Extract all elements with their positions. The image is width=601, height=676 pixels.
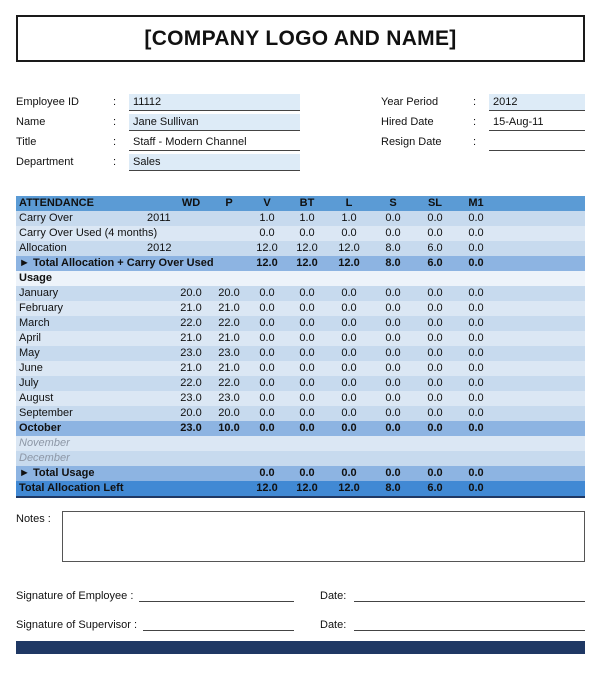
hired-date-value-field[interactable]: 15-Aug-11 xyxy=(489,114,585,131)
row-label: July xyxy=(19,377,39,389)
value-cell[interactable]: 0.0 xyxy=(341,362,357,374)
value-cell[interactable]: 6.0 xyxy=(427,242,443,254)
value-cell xyxy=(247,451,287,466)
spacer-cell xyxy=(497,391,585,406)
column-header-wd: WD xyxy=(181,197,201,209)
row-label: May xyxy=(19,347,40,359)
info-row-employee-id xyxy=(16,91,300,111)
row-label: January xyxy=(19,287,59,299)
title-value-field[interactable]: Staff - Modern Channel xyxy=(129,134,300,151)
value-cell[interactable]: 21.0 xyxy=(180,302,202,314)
value-cell xyxy=(287,436,327,451)
row-label: Carry Over Used (4 months) xyxy=(19,227,158,239)
info-label: Resign Date xyxy=(381,136,442,148)
table-row-total-allocation-carry-over-used xyxy=(16,256,585,271)
table-row-usage xyxy=(16,271,585,286)
value-cell xyxy=(171,211,211,226)
value-cell[interactable]: 0.0 xyxy=(385,302,401,314)
year-cell[interactable]: 2012 xyxy=(147,242,172,254)
table-row-july xyxy=(16,376,585,391)
notes-box[interactable] xyxy=(62,511,585,562)
info-label: Title xyxy=(16,136,37,148)
row-label: February xyxy=(19,302,64,314)
value-cell[interactable]: 12.0 xyxy=(296,242,318,254)
value-cell[interactable]: 1.0 xyxy=(341,212,357,224)
value-cell[interactable]: 0.0 xyxy=(259,287,275,299)
value-cell[interactable]: 0.0 xyxy=(299,467,315,479)
row-label: December xyxy=(19,452,70,464)
value-cell[interactable]: 21.0 xyxy=(218,362,240,374)
row-label: October xyxy=(19,422,62,434)
value-cell[interactable]: 0.0 xyxy=(468,332,484,344)
value-cell[interactable]: 10.0 xyxy=(218,422,240,434)
value-cell[interactable]: 12.0 xyxy=(256,482,278,494)
info-row-title xyxy=(16,131,300,151)
row-label: ► Total Usage xyxy=(19,467,95,479)
value-cell[interactable]: 0.0 xyxy=(341,407,357,419)
value-cell[interactable]: 22.0 xyxy=(218,377,240,389)
value-cell[interactable]: 23.0 xyxy=(180,347,202,359)
attendance-header-row xyxy=(16,196,585,211)
spacer-cell xyxy=(497,481,585,497)
table-row-carry-over xyxy=(16,211,585,226)
value-cell[interactable]: 0.0 xyxy=(468,302,484,314)
value-cell[interactable]: 0.0 xyxy=(299,392,315,404)
value-cell[interactable]: 0.0 xyxy=(427,362,443,374)
value-cell[interactable]: 12.0 xyxy=(338,257,360,269)
row-label: March xyxy=(19,317,50,329)
value-cell[interactable]: 0.0 xyxy=(468,482,484,494)
value-cell[interactable]: 0.0 xyxy=(427,227,443,239)
table-row-august xyxy=(16,391,585,406)
spacer-cell xyxy=(497,316,585,331)
row-label: Allocation xyxy=(19,242,67,254)
spacer-cell xyxy=(497,256,585,271)
value-cell[interactable]: 0.0 xyxy=(385,347,401,359)
value-cell[interactable]: 0.0 xyxy=(427,212,443,224)
name-value-field[interactable]: Jane Sullivan xyxy=(129,114,300,131)
info-label: Employee ID xyxy=(16,96,79,108)
signature-supervisor-row xyxy=(16,615,585,631)
value-cell xyxy=(327,436,371,451)
spacer-cell xyxy=(497,451,585,466)
row-label: Total Allocation Left xyxy=(19,482,124,494)
value-cell[interactable]: 0.0 xyxy=(259,362,275,374)
row-label: ► Total Allocation + Carry Over Used xyxy=(19,257,214,269)
value-cell[interactable]: 0.0 xyxy=(385,332,401,344)
value-cell[interactable]: 0.0 xyxy=(299,317,315,329)
row-label: June xyxy=(19,362,43,374)
info-row-resign-date xyxy=(381,131,585,151)
table-row-february xyxy=(16,301,585,316)
value-cell[interactable]: 0.0 xyxy=(427,347,443,359)
employee-date-label: Date: xyxy=(320,590,347,602)
supervisor-date-label: Date: xyxy=(320,619,347,631)
table-row-carry-over-used-4-months xyxy=(16,226,585,241)
spacer-cell xyxy=(497,241,585,256)
column-header-m1: M1 xyxy=(468,197,484,209)
value-cell[interactable]: 0.0 xyxy=(385,392,401,404)
value-cell[interactable]: 0.0 xyxy=(259,317,275,329)
value-cell[interactable]: 0.0 xyxy=(427,302,443,314)
value-cell[interactable]: 0.0 xyxy=(385,407,401,419)
column-header-attendance: ATTENDANCE xyxy=(19,197,94,209)
info-label: Year Period xyxy=(381,96,439,108)
info-col-left xyxy=(16,91,300,171)
value-cell xyxy=(371,451,415,466)
column-header-spacer xyxy=(497,196,585,211)
info-row-department xyxy=(16,151,300,171)
value-cell[interactable]: 12.0 xyxy=(296,482,318,494)
value-cell[interactable]: 0.0 xyxy=(385,422,401,434)
value-cell[interactable]: 0.0 xyxy=(341,287,357,299)
value-cell[interactable]: 8.0 xyxy=(385,482,401,494)
value-cell xyxy=(371,436,415,451)
signature-employee-group xyxy=(16,589,294,602)
value-cell xyxy=(455,436,497,451)
value-cell[interactable]: 12.0 xyxy=(338,482,360,494)
row-label: November xyxy=(19,437,70,449)
company-logo-header: [COMPANY LOGO AND NAME] xyxy=(16,15,585,62)
row-label: August xyxy=(19,392,54,404)
value-cell[interactable]: 0.0 xyxy=(468,377,484,389)
info-separator: : xyxy=(473,136,477,148)
value-cell[interactable]: 0.0 xyxy=(385,467,401,479)
table-row-march xyxy=(16,316,585,331)
value-cell xyxy=(171,481,211,497)
value-cell[interactable]: 0.0 xyxy=(341,377,357,389)
value-cell[interactable]: 1.0 xyxy=(299,212,315,224)
value-cell[interactable]: 12.0 xyxy=(256,242,278,254)
attendance-table xyxy=(16,196,585,498)
info-row-name xyxy=(16,111,300,131)
row-label: September xyxy=(19,407,73,419)
info-separator: : xyxy=(113,116,117,128)
value-cell[interactable]: 0.0 xyxy=(341,347,357,359)
value-cell[interactable]: 0.0 xyxy=(341,317,357,329)
value-cell[interactable]: 0.0 xyxy=(468,212,484,224)
value-cell[interactable]: 0.0 xyxy=(299,377,315,389)
column-header-l: L xyxy=(345,197,353,209)
value-cell xyxy=(171,436,211,451)
value-cell[interactable]: 8.0 xyxy=(385,257,401,269)
value-cell xyxy=(171,241,211,256)
column-header-bt: BT xyxy=(299,197,315,209)
column-header-s: S xyxy=(389,197,397,209)
column-header-sl: SL xyxy=(427,197,443,209)
info-separator: : xyxy=(113,136,117,148)
table-row-may xyxy=(16,346,585,361)
value-cell[interactable]: 22.0 xyxy=(218,317,240,329)
value-cell[interactable]: 0.0 xyxy=(468,407,484,419)
value-cell[interactable]: 0.0 xyxy=(299,302,315,314)
row-label: Carry Over xyxy=(19,212,73,224)
value-cell[interactable]: 0.0 xyxy=(299,227,315,239)
value-cell[interactable]: 0.0 xyxy=(427,377,443,389)
value-cell[interactable]: 0.0 xyxy=(385,227,401,239)
value-cell[interactable]: 0.0 xyxy=(427,287,443,299)
value-cell[interactable]: 0.0 xyxy=(299,362,315,374)
signature-employee-label: Signature of Employee : xyxy=(16,590,134,602)
value-cell[interactable]: 23.0 xyxy=(218,347,240,359)
info-separator: : xyxy=(473,96,477,108)
value-cell xyxy=(211,256,247,271)
value-cell[interactable]: 1.0 xyxy=(259,212,275,224)
value-cell[interactable]: 0.0 xyxy=(259,347,275,359)
info-label: Hired Date xyxy=(381,116,434,128)
value-cell[interactable]: 0.0 xyxy=(259,227,275,239)
value-cell[interactable]: 21.0 xyxy=(218,302,240,314)
spacer-cell xyxy=(497,421,585,436)
value-cell xyxy=(211,436,247,451)
notes-section xyxy=(16,511,585,562)
table-row-november xyxy=(16,436,585,451)
table-row-allocation xyxy=(16,241,585,256)
value-cell[interactable]: 0.0 xyxy=(259,302,275,314)
value-cell[interactable]: 0.0 xyxy=(299,332,315,344)
value-cell xyxy=(171,226,211,241)
value-cell[interactable]: 0.0 xyxy=(427,392,443,404)
supervisor-date-line[interactable] xyxy=(354,618,585,631)
value-cell[interactable]: 0.0 xyxy=(468,392,484,404)
value-cell xyxy=(211,226,247,241)
value-cell[interactable]: 0.0 xyxy=(385,287,401,299)
spacer-cell xyxy=(497,406,585,421)
value-cell[interactable]: 8.0 xyxy=(385,242,401,254)
value-cell[interactable]: 0.0 xyxy=(259,392,275,404)
employee-info-section xyxy=(16,91,585,171)
attendance-body xyxy=(16,211,585,497)
info-label: Name xyxy=(16,116,46,128)
value-cell[interactable]: 21.0 xyxy=(180,332,202,344)
value-cell[interactable]: 0.0 xyxy=(259,407,275,419)
value-cell[interactable]: 0.0 xyxy=(341,392,357,404)
value-cell[interactable]: 22.0 xyxy=(180,377,202,389)
value-cell[interactable]: 0.0 xyxy=(341,422,357,434)
signature-supervisor-group xyxy=(16,618,294,631)
department-value-field[interactable]: Sales xyxy=(129,154,300,171)
spacer-cell xyxy=(497,301,585,316)
table-row-total-usage xyxy=(16,466,585,481)
value-cell[interactable]: 6.0 xyxy=(427,482,443,494)
info-col-right xyxy=(381,91,585,171)
signature-employee-row xyxy=(16,586,585,602)
value-cell[interactable]: 0.0 xyxy=(341,302,357,314)
spacer-cell xyxy=(497,211,585,226)
value-cell[interactable]: 22.0 xyxy=(180,317,202,329)
year-cell[interactable]: 2011 xyxy=(147,212,171,224)
value-cell[interactable]: 0.0 xyxy=(299,347,315,359)
value-cell[interactable]: 0.0 xyxy=(468,347,484,359)
value-cell[interactable]: 0.0 xyxy=(385,362,401,374)
value-cell[interactable]: 0.0 xyxy=(468,422,484,434)
info-separator: : xyxy=(473,116,477,128)
table-row-total-allocation-left xyxy=(16,481,585,497)
value-cell xyxy=(211,466,247,481)
spacer-cell xyxy=(497,286,585,301)
value-cell[interactable]: 6.0 xyxy=(427,257,443,269)
value-cell[interactable]: 0.0 xyxy=(427,407,443,419)
table-row-january xyxy=(16,286,585,301)
spacer-cell xyxy=(497,226,585,241)
table-row-june xyxy=(16,361,585,376)
column-header-p: P xyxy=(225,197,233,209)
value-cell[interactable]: 23.0 xyxy=(180,422,202,434)
signature-employee-line[interactable] xyxy=(139,589,294,602)
value-cell xyxy=(247,436,287,451)
value-cell[interactable]: 0.0 xyxy=(259,332,275,344)
value-cell[interactable]: 0.0 xyxy=(468,467,484,479)
employee-date-line[interactable] xyxy=(354,589,585,602)
value-cell[interactable]: 0.0 xyxy=(259,422,275,434)
info-label: Department xyxy=(16,156,74,168)
table-row-december xyxy=(16,451,585,466)
value-cell[interactable]: 0.0 xyxy=(385,377,401,389)
info-separator: : xyxy=(113,156,117,168)
table-row-september xyxy=(16,406,585,421)
value-cell xyxy=(415,436,455,451)
year-period-value-field[interactable]: 2012 xyxy=(489,94,585,111)
value-cell[interactable]: 0.0 xyxy=(468,242,484,254)
value-cell[interactable]: 12.0 xyxy=(338,242,360,254)
spacer-cell xyxy=(497,376,585,391)
resign-date-value-field[interactable] xyxy=(489,134,585,151)
value-cell[interactable]: 0.0 xyxy=(259,467,275,479)
value-cell xyxy=(327,451,371,466)
footer-accent-bar xyxy=(16,641,585,654)
value-cell[interactable]: 21.0 xyxy=(180,362,202,374)
value-cell[interactable]: 21.0 xyxy=(218,332,240,344)
employee-id-value-field[interactable]: 11112 xyxy=(129,94,300,111)
value-cell[interactable]: 0.0 xyxy=(299,287,315,299)
value-cell[interactable]: 0.0 xyxy=(427,422,443,434)
value-cell xyxy=(171,451,211,466)
value-cell[interactable]: 0.0 xyxy=(468,257,484,269)
value-cell[interactable]: 0.0 xyxy=(468,227,484,239)
table-row-october xyxy=(16,421,585,436)
value-cell[interactable]: 12.0 xyxy=(296,257,318,269)
value-cell xyxy=(211,481,247,497)
value-cell[interactable]: 12.0 xyxy=(256,257,278,269)
value-cell[interactable]: 0.0 xyxy=(385,212,401,224)
notes-label: Notes : xyxy=(16,513,51,525)
value-cell[interactable]: 0.0 xyxy=(468,362,484,374)
table-row-april xyxy=(16,331,585,346)
value-cell xyxy=(211,211,247,226)
signature-supervisor-line[interactable] xyxy=(143,618,294,631)
column-header-v: V xyxy=(263,197,271,209)
value-cell[interactable]: 0.0 xyxy=(427,467,443,479)
value-cell[interactable]: 0.0 xyxy=(341,227,357,239)
info-separator: : xyxy=(113,96,117,108)
value-cell xyxy=(415,451,455,466)
spacer-cell xyxy=(497,346,585,361)
value-cell[interactable]: 0.0 xyxy=(341,332,357,344)
value-cell xyxy=(287,451,327,466)
value-cell xyxy=(211,241,247,256)
value-cell[interactable]: 0.0 xyxy=(259,377,275,389)
spacer-cell xyxy=(497,436,585,451)
value-cell xyxy=(455,451,497,466)
signature-supervisor-label: Signature of Supervisor : xyxy=(16,619,138,631)
value-cell[interactable]: 0.0 xyxy=(427,332,443,344)
value-cell[interactable]: 20.0 xyxy=(218,407,240,419)
spacer-cell xyxy=(497,331,585,346)
value-cell[interactable]: 0.0 xyxy=(299,407,315,419)
spacer-cell xyxy=(497,466,585,481)
value-cell[interactable]: 20.0 xyxy=(180,407,202,419)
info-row-year-period xyxy=(381,91,585,111)
value-cell[interactable]: 0.0 xyxy=(385,317,401,329)
value-cell[interactable]: 0.0 xyxy=(341,467,357,479)
value-cell[interactable]: 0.0 xyxy=(468,287,484,299)
value-cell xyxy=(211,451,247,466)
value-cell[interactable]: 23.0 xyxy=(218,392,240,404)
value-cell[interactable]: 20.0 xyxy=(218,287,240,299)
value-cell[interactable]: 0.0 xyxy=(299,422,315,434)
value-cell xyxy=(171,466,211,481)
value-cell[interactable]: 20.0 xyxy=(180,287,202,299)
value-cell[interactable]: 23.0 xyxy=(180,392,202,404)
row-label: April xyxy=(19,332,42,344)
value-cell[interactable]: 0.0 xyxy=(427,317,443,329)
spacer-cell xyxy=(497,361,585,376)
value-cell[interactable]: 0.0 xyxy=(468,317,484,329)
section-label: Usage xyxy=(19,272,53,284)
info-row-hired-date xyxy=(381,111,585,131)
